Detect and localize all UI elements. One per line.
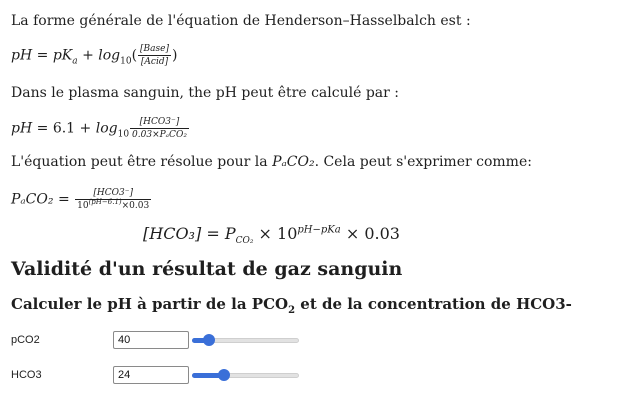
eq1-equals: = xyxy=(36,47,49,64)
eq4-times-1: × xyxy=(258,224,272,243)
pco2-row xyxy=(11,331,311,351)
hco3-input[interactable] xyxy=(113,366,189,384)
calculator-heading-sub: 2 xyxy=(288,305,296,316)
eq1-pk-sub: a xyxy=(72,56,78,67)
pco2-slider[interactable] xyxy=(192,335,299,345)
eq1-fraction xyxy=(138,44,171,67)
eq3-fraction xyxy=(75,188,151,211)
eq3-numerator: [HCO3⁻] xyxy=(75,188,151,200)
eq1-lhs: pH xyxy=(11,47,33,64)
eq4-base: 10 xyxy=(277,224,298,243)
hco3-slider[interactable] xyxy=(192,370,299,380)
intro-text: La forme générale de l'équation de Henderson–Hasselbalch est : xyxy=(11,13,471,29)
eq2-lhs: pH xyxy=(11,120,33,137)
eq3-equals: = xyxy=(57,191,70,208)
eq2-const: 6.1 xyxy=(52,120,76,137)
eq2-denominator: 0.03×PₐCO₂ xyxy=(132,130,187,140)
pco2-input[interactable] xyxy=(113,331,189,349)
eq1-plus: + xyxy=(82,47,94,64)
plasma-ph-equation xyxy=(11,117,190,140)
eq1-log: log xyxy=(98,47,121,64)
section-heading: Validité d'un résultat de gaz sanguin xyxy=(11,258,403,280)
hco3-row xyxy=(11,366,311,386)
eq2-plus: + xyxy=(79,120,92,137)
eq4-equals: = xyxy=(206,224,220,243)
solve-text-var: PₐCO₂ xyxy=(272,154,315,170)
eq1-pk: pK xyxy=(52,47,73,64)
solve-text-after: . Cela peut s'exprimer comme: xyxy=(314,154,532,170)
eq2-log-sub: 10 xyxy=(117,129,130,140)
hco3-label: HCO3 xyxy=(11,369,42,381)
eq4-const: 0.03 xyxy=(364,224,400,243)
paco2-equation xyxy=(11,188,152,211)
eq4-times-2: × xyxy=(345,224,360,243)
eq4-p: P xyxy=(224,224,236,243)
solve-text xyxy=(11,154,532,170)
calculator-heading-after: et de la concentration de HCO3- xyxy=(295,295,572,313)
eq3-lhs: PₐCO₂ xyxy=(11,191,54,208)
eq2-fraction xyxy=(130,117,189,140)
eq1-close-paren: ) xyxy=(172,47,178,64)
calculator-heading-before: Calculer le pH à partir de la PCO xyxy=(11,295,289,313)
eq3-den-rest: ×0.03 xyxy=(121,201,150,211)
eq2-equals: = xyxy=(36,120,49,137)
eq1-numerator: [Base] xyxy=(140,44,169,54)
eq3-den-base: 10 xyxy=(77,201,89,211)
eq1-log-sub: 10 xyxy=(120,56,132,67)
eq4-exp: pH−pKa xyxy=(297,224,341,236)
solve-text-before: L'équation peut être résolue pour la xyxy=(11,154,273,170)
calculator-heading xyxy=(11,295,572,316)
hco3-equation xyxy=(143,224,400,247)
eq3-denominator xyxy=(75,200,151,211)
eq1-open-paren: ( xyxy=(131,47,138,64)
pco2-label: pCO2 xyxy=(11,334,40,346)
henderson-equation xyxy=(11,44,177,67)
pco2-slider-thumb[interactable] xyxy=(203,334,215,346)
eq1-denominator: [Acid] xyxy=(140,57,169,67)
eq2-log: log xyxy=(95,120,118,137)
eq4-p-sub: CO₂ xyxy=(235,236,254,247)
eq3-den-exp: (pH−6.1) xyxy=(88,198,122,206)
eq2-numerator: [HCO3⁻] xyxy=(130,117,189,129)
hco3-slider-thumb[interactable] xyxy=(218,369,230,381)
eq4-lhs: [HCO₃] xyxy=(143,224,202,243)
plasma-text: Dans le plasma sanguin, the pH peut être calculé par : xyxy=(11,85,399,101)
